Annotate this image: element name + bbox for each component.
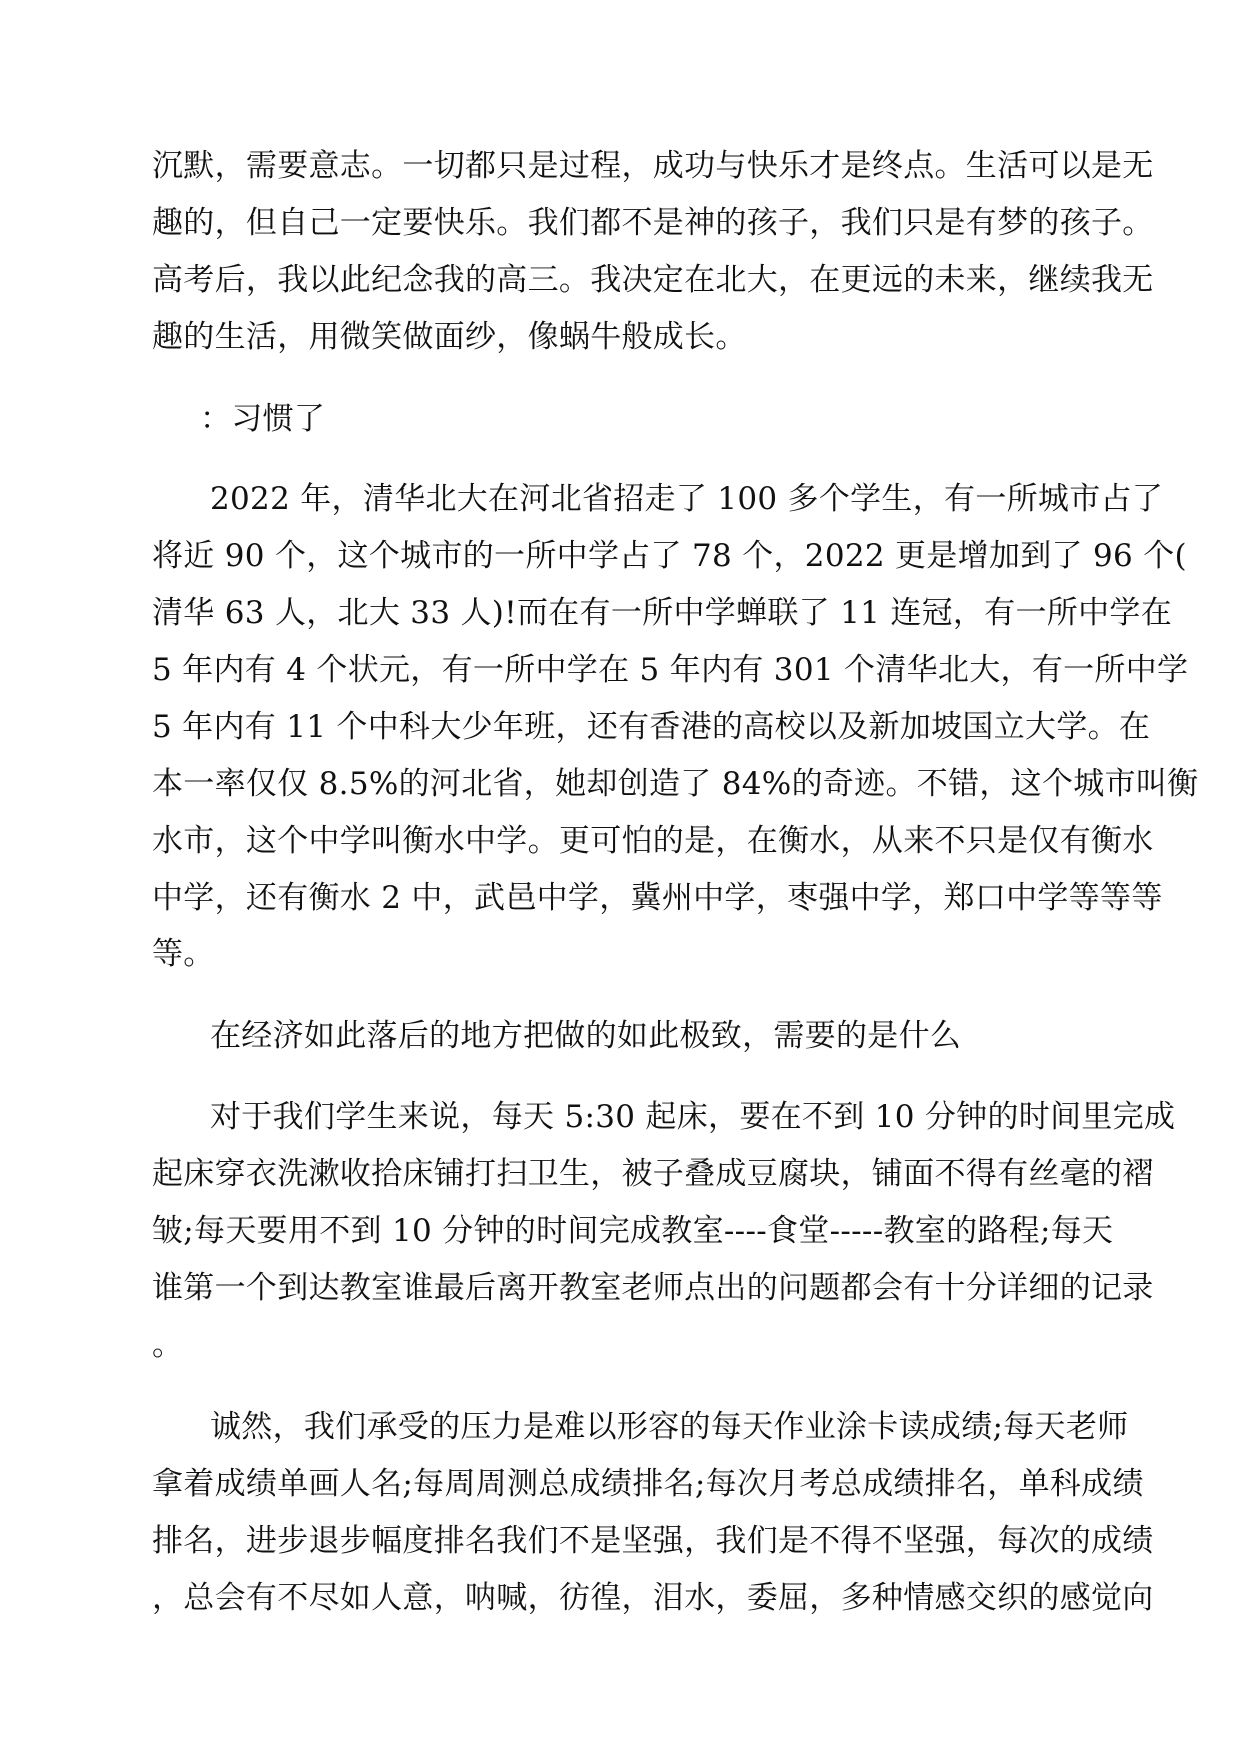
text-line: 趣的，但自己一定要快乐。我们都不是神的孩子，我们只是有梦的孩子。 — [152, 205, 1154, 241]
text-line: 排名，进步退步幅度排名我们不是坚强，我们是不得不坚强，每次的成绩 — [152, 1523, 1154, 1559]
text-line: 沉默，需要意志。一切都只是过程，成功与快乐才是终点。生活可以是无 — [152, 148, 1154, 184]
text-line: 清华 63 人，北大 33 人)!而在有一所中学蝉联了 11 连冠，有一所中学在 — [152, 595, 1173, 631]
text-line: 对于我们学生来说，每天 5:30 起床，要在不到 10 分钟的时间里完成 — [210, 1099, 1176, 1135]
text-line: 起床穿衣洗漱收拾床铺打扫卫生，被子叠成豆腐块，铺面不得有丝毫的褶 — [152, 1156, 1154, 1192]
text-line: ，总会有不尽如人意，呐喊，彷徨，泪水，委屈，多种情感交织的感觉向 — [152, 1580, 1154, 1616]
text-line: 拿着成绩单画人名;每周周测总成绩排名;每次月考总成绩排名，单科成绩 — [152, 1466, 1144, 1502]
text-line: 2022 年，清华北大在河北省招走了 100 多个学生，有一所城市占了 — [210, 481, 1164, 517]
text-line: 在经济如此落后的地方把做的如此极致，需要的是什么 — [210, 1018, 962, 1054]
text-line: 等。 — [152, 936, 215, 972]
section-heading: ：习惯了 — [200, 401, 326, 437]
text-line: 中学，还有衡水 2 中，武邑中学，冀州中学，枣强中学，郑口中学等等等 — [152, 880, 1163, 916]
text-line: 趣的生活，用微笑做面纱，像蜗牛般成长。 — [152, 319, 747, 355]
text-line: 高考后，我以此纪念我的高三。我决定在北大，在更远的未来，继续我无 — [152, 262, 1154, 298]
text-line: 。 — [152, 1327, 184, 1363]
text-line: 谁第一个到达教室谁最后离开教室老师点出的问题都会有十分详细的记录 — [152, 1270, 1154, 1306]
text-line: 5 年内有 11 个中科大少年班，还有香港的高校以及新加坡国立大学。在 — [152, 709, 1151, 745]
text-line: 皱;每天要用不到 10 分钟的时间完成教室----食堂-----教室的路程;每天 — [152, 1213, 1114, 1249]
text-line: 诚然，我们承受的压力是难以形容的每天作业涂卡读成绩;每天老师 — [210, 1409, 1129, 1445]
text-line: 水市，这个中学叫衡水中学。更可怕的是，在衡水，从来不只是仅有衡水 — [152, 823, 1154, 859]
text-line: 5 年内有 4 个状元，有一所中学在 5 年内有 301 个清华北大，有一所中学 — [152, 652, 1189, 688]
text-line: 将近 90 个，这个城市的一所中学占了 78 个，2022 更是增加到了 96 个( — [152, 538, 1187, 574]
text-line: 本一率仅仅 8.5%的河北省，她却创造了 84%的奇迹。不错，这个城市叫衡 — [152, 766, 1199, 802]
